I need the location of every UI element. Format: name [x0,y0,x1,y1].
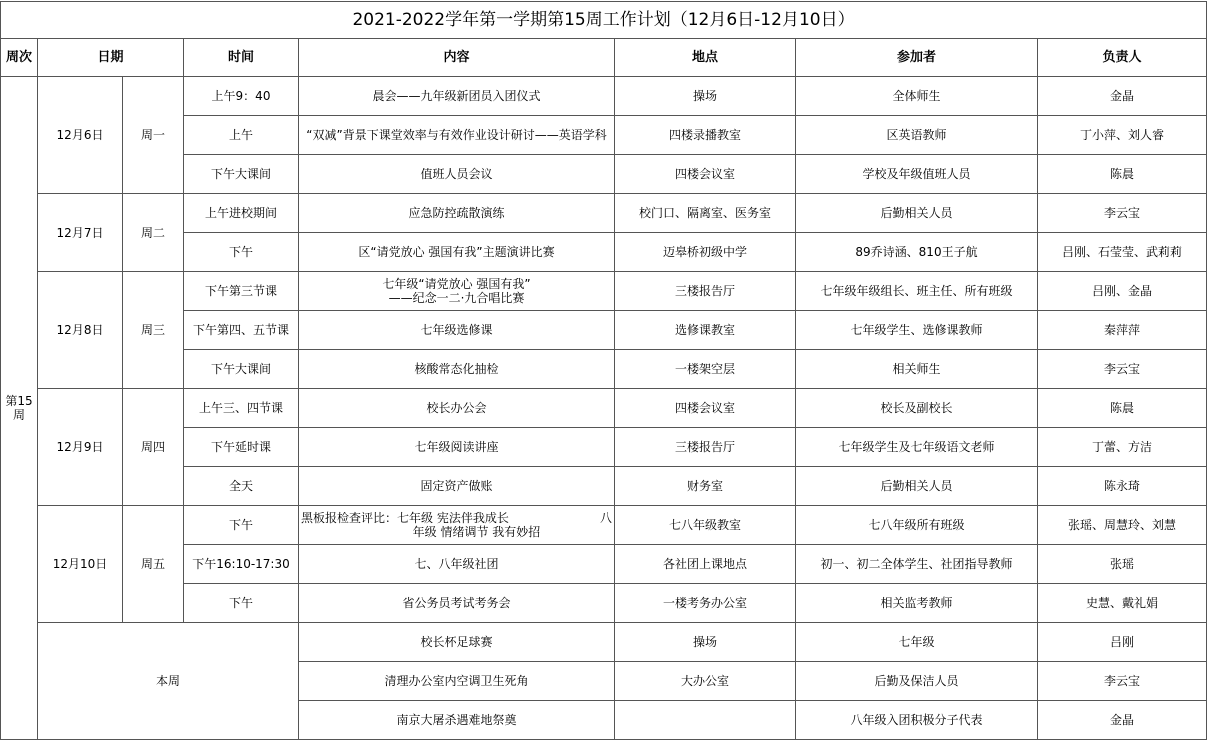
place-cell: 七八年级教室 [615,506,796,545]
participants-cell: 七年级学生、选修课教师 [796,311,1038,350]
content-cell [299,272,615,311]
participants-cell: 初一、初二全体学生、社团指导教师 [796,545,1038,584]
content-line: ——纪念一二·九合唱比赛 [388,291,525,305]
owner-cell: 李云宝 [1038,350,1207,389]
content-cell: 省公务员考试考务会 [299,584,615,623]
place-cell: 选修课教室 [615,311,796,350]
time-cell: 上午进校期间 [184,194,299,233]
header-participants: 参加者 [796,39,1038,77]
table-row [1,623,1207,662]
content-cell: 值班人员会议 [299,155,615,194]
participants-cell: 七年级学生及七年级语文老师 [796,428,1038,467]
table-title: 2021-2022学年第一学期第15周工作计划（12月6日-12月10日） [1,2,1207,39]
participants-cell: 区英语教师 [796,116,1038,155]
place-cell: 校门口、隔离室、医务室 [615,194,796,233]
owner-cell: 李云宝 [1038,662,1207,701]
time-cell: 上午 [184,116,299,155]
place-cell: 财务室 [615,467,796,506]
weekday-cell: 周四 [123,389,184,506]
content-line [301,511,612,525]
header-time: 时间 [184,39,299,77]
content-cell: 核酸常态化抽检 [299,350,615,389]
content-cell: 区“请党放心 强国有我”主题演讲比赛 [299,233,615,272]
place-cell: 三楼报告厅 [615,428,796,467]
owner-cell: 金晶 [1038,77,1207,116]
owner-cell: 吕刚、金晶 [1038,272,1207,311]
header-row [1,39,1207,77]
weekday-cell: 周二 [123,194,184,272]
content-cell: “双减”背景下课堂效率与有效作业设计研讨——英语学科 [299,116,615,155]
time-cell: 下午大课间 [184,350,299,389]
participants-cell: 后勤相关人员 [796,194,1038,233]
content-cell: 校长杯足球赛 [299,623,615,662]
date-cell: 12月8日 [38,272,123,389]
owner-cell: 陈晨 [1038,155,1207,194]
weekday-cell: 周一 [123,77,184,194]
table-row [1,506,1207,545]
place-cell: 操场 [615,623,796,662]
time-cell: 上午9：40 [184,77,299,116]
content-part: 八 [599,511,612,525]
weekday-cell: 周三 [123,272,184,389]
participants-cell: 后勤及保洁人员 [796,662,1038,701]
owner-cell: 李云宝 [1038,194,1207,233]
place-cell: 操场 [615,77,796,116]
owner-cell: 丁小萍、刘人睿 [1038,116,1207,155]
place-cell: 一楼架空层 [615,350,796,389]
participants-cell: 七年级年级组长、班主任、所有班级 [796,272,1038,311]
content-cell: 晨会——九年级新团员入团仪式 [299,77,615,116]
content-cell: 应急防控疏散演练 [299,194,615,233]
participants-cell: 校长及副校长 [796,389,1038,428]
owner-cell: 吕刚 [1038,623,1207,662]
time-cell: 下午第四、五节课 [184,311,299,350]
participants-cell: 学校及年级值班人员 [796,155,1038,194]
owner-cell: 丁蕾、方洁 [1038,428,1207,467]
place-cell: 迈皋桥初级中学 [615,233,796,272]
content-cell: 七年级选修课 [299,311,615,350]
table-row [1,272,1207,311]
place-cell: 四楼录播教室 [615,116,796,155]
participants-cell: 七八年级所有班级 [796,506,1038,545]
header-week: 周次 [1,39,38,77]
place-cell: 四楼会议室 [615,389,796,428]
content-cell: 七、八年级社团 [299,545,615,584]
place-cell [615,701,796,740]
content-cell [299,506,615,545]
owner-cell: 张瑶 [1038,545,1207,584]
participants-cell: 后勤相关人员 [796,467,1038,506]
date-cell: 12月10日 [38,506,123,623]
participants-cell: 89乔诗涵、810王子航 [796,233,1038,272]
place-cell: 大办公室 [615,662,796,701]
place-cell: 各社团上课地点 [615,545,796,584]
owner-cell: 秦萍萍 [1038,311,1207,350]
date-cell: 12月6日 [38,77,123,194]
work-plan-table [0,1,1207,740]
header-owner: 负责人 [1038,39,1207,77]
time-cell: 下午 [184,506,299,545]
content-part: 黑板报检查评比：七年级 宪法伴我成长 [301,511,509,525]
this-week-label: 本周 [38,623,299,740]
table-row [1,389,1207,428]
time-cell: 上午三、四节课 [184,389,299,428]
content-cell: 清理办公室内空调卫生死角 [299,662,615,701]
participants-cell: 八年级入团积极分子代表 [796,701,1038,740]
place-cell: 三楼报告厅 [615,272,796,311]
header-content: 内容 [299,39,615,77]
header-place: 地点 [615,39,796,77]
table-row [1,194,1207,233]
owner-cell: 史慧、戴礼娟 [1038,584,1207,623]
time-cell: 下午16:10-17:30 [184,545,299,584]
time-cell: 下午 [184,233,299,272]
date-cell: 12月9日 [38,389,123,506]
week-label: 第15周 [1,77,38,740]
owner-cell: 陈晨 [1038,389,1207,428]
participants-cell: 七年级 [796,623,1038,662]
table-row [1,77,1207,116]
participants-cell: 相关师生 [796,350,1038,389]
owner-cell: 陈永琦 [1038,467,1207,506]
weekday-cell: 周五 [123,506,184,623]
content-line: 七年级“请党放心 强国有我” [382,277,531,291]
time-cell: 下午延时课 [184,428,299,467]
content-cell: 南京大屠杀遇难地祭奠 [299,701,615,740]
owner-cell: 张瑶、周慧玲、刘慧 [1038,506,1207,545]
header-date: 日期 [38,39,184,77]
time-cell: 下午第三节课 [184,272,299,311]
owner-cell: 吕刚、石莹莹、武莉莉 [1038,233,1207,272]
time-cell: 下午大课间 [184,155,299,194]
content-line: 年级 情绪调节 我有妙招 [412,525,541,539]
participants-cell: 相关监考教师 [796,584,1038,623]
content-cell: 校长办公会 [299,389,615,428]
participants-cell: 全体师生 [796,77,1038,116]
place-cell: 四楼会议室 [615,155,796,194]
time-cell: 下午 [184,584,299,623]
place-cell: 一楼考务办公室 [615,584,796,623]
owner-cell: 金晶 [1038,701,1207,740]
content-cell: 七年级阅读讲座 [299,428,615,467]
time-cell: 全天 [184,467,299,506]
content-cell: 固定资产做账 [299,467,615,506]
date-cell: 12月7日 [38,194,123,272]
